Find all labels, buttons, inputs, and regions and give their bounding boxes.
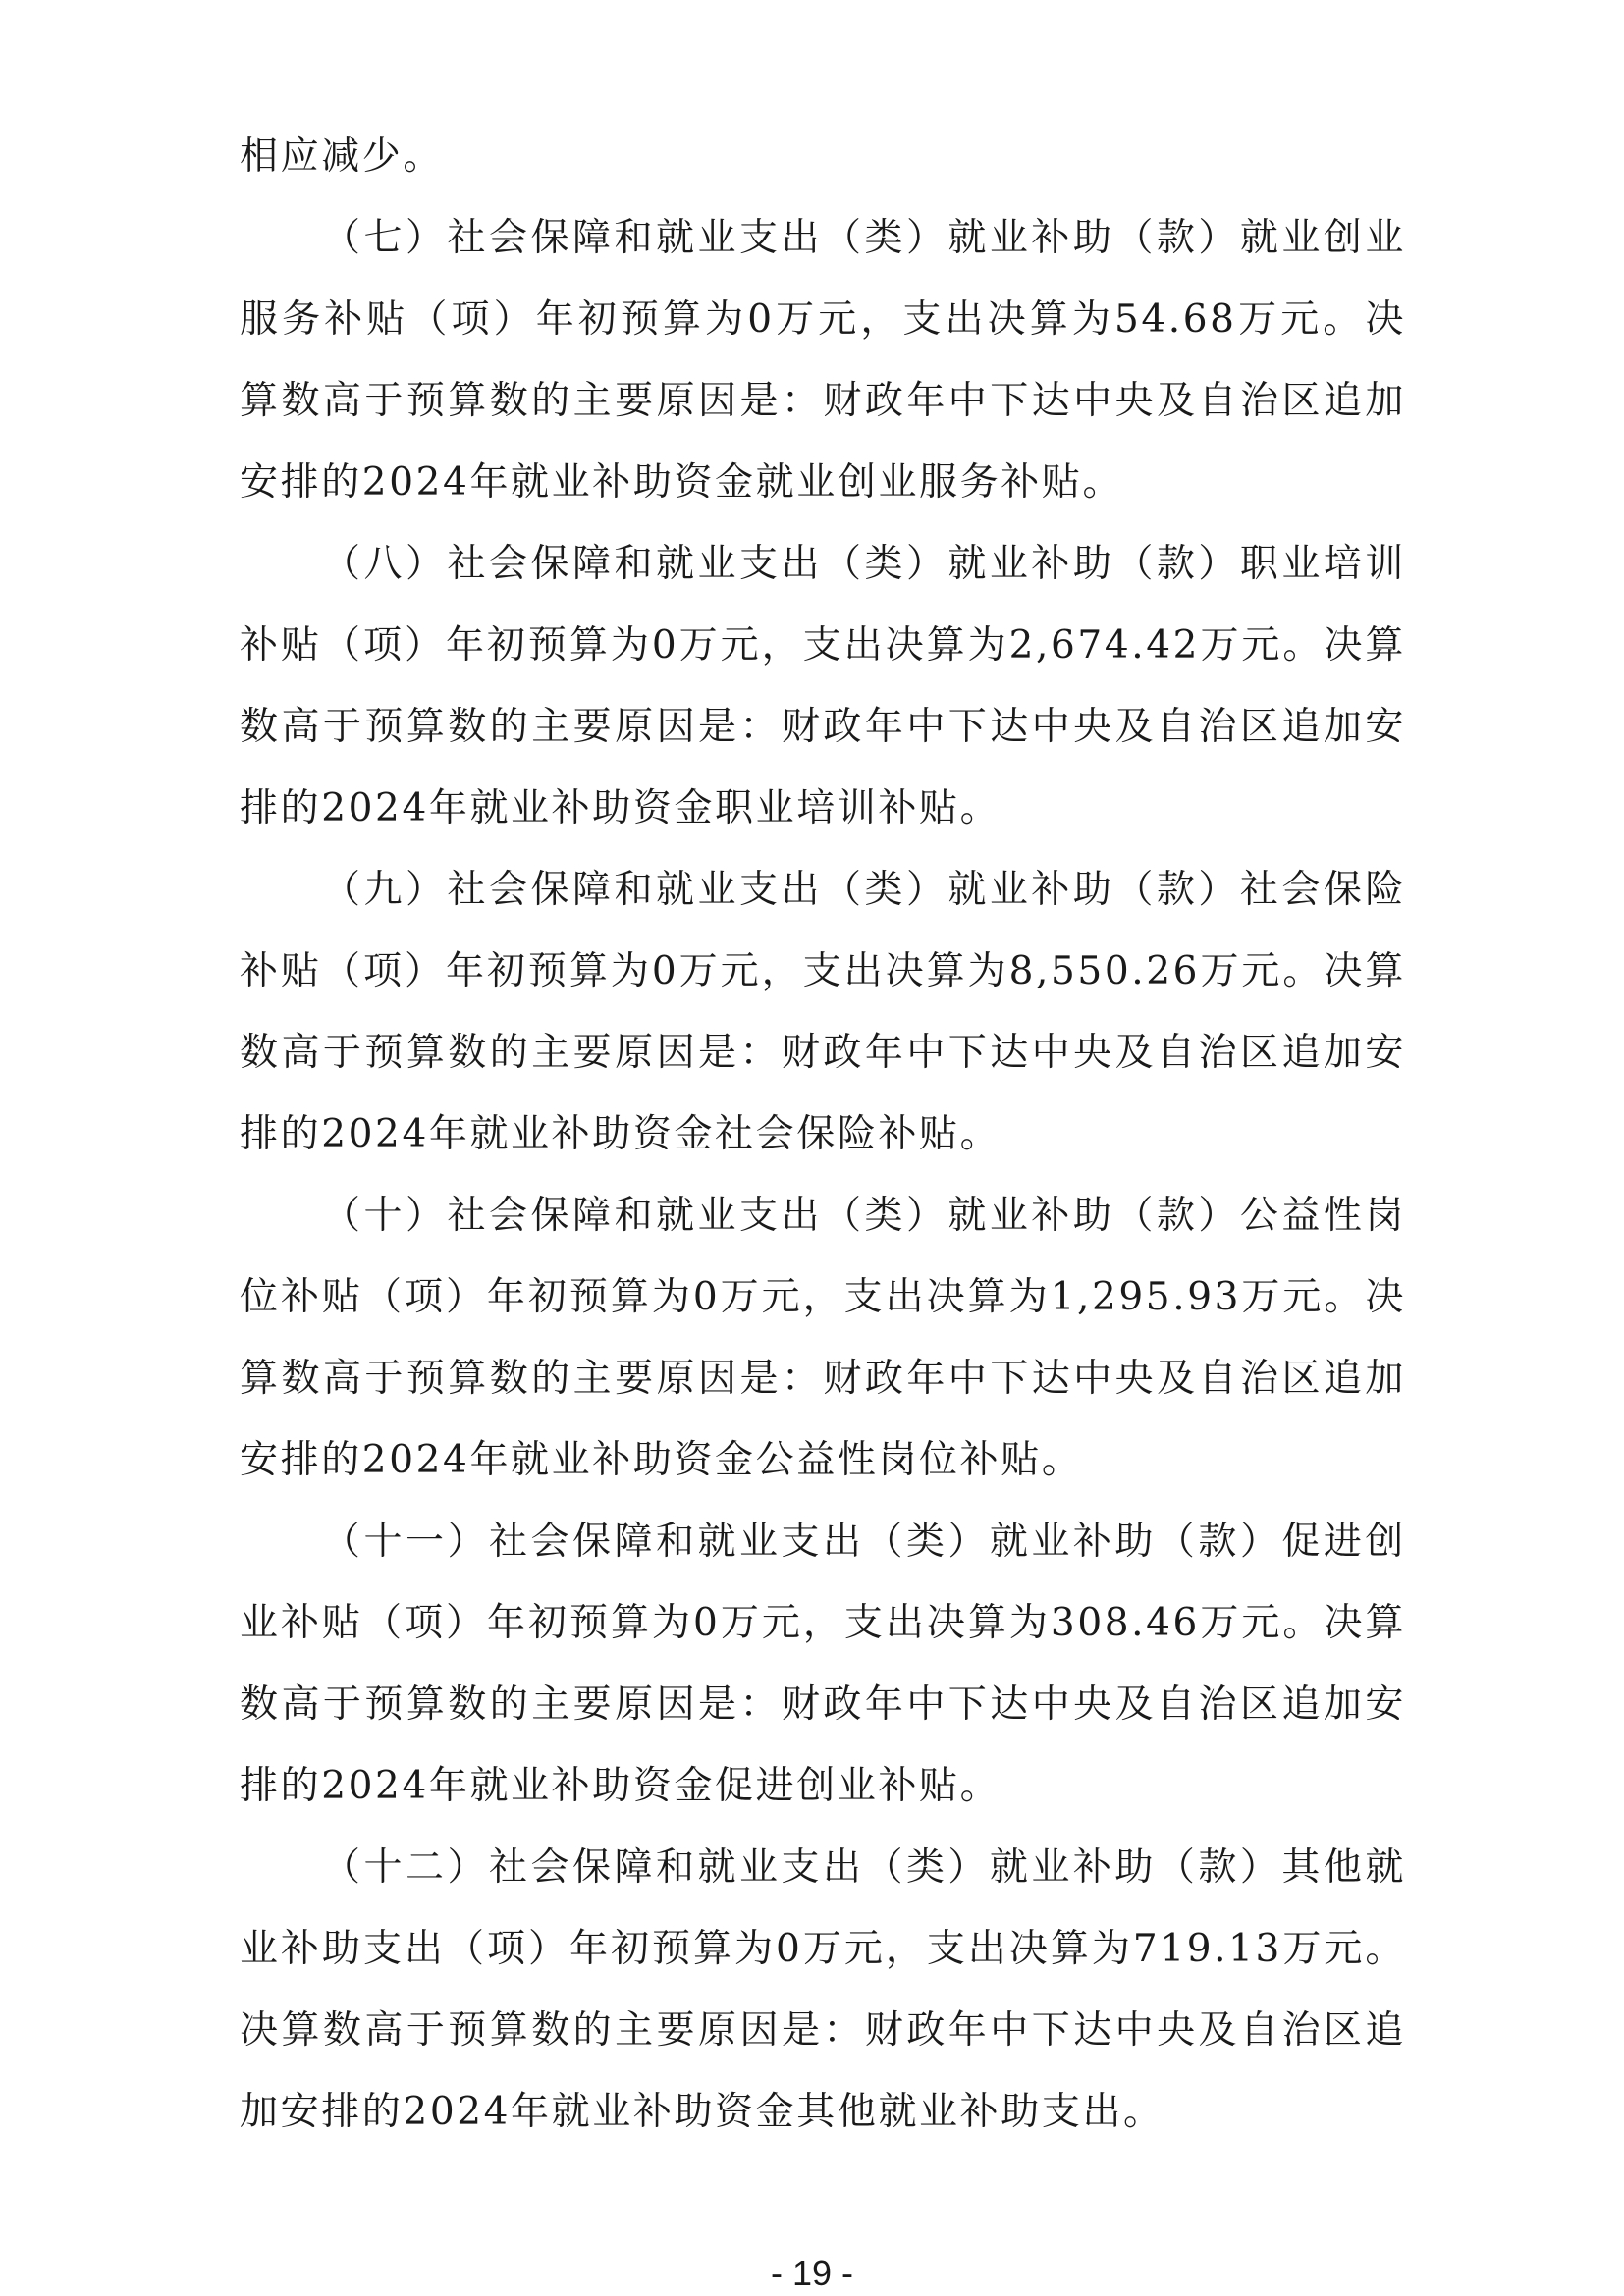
paragraph-item-10: （十）社会保障和就业支出（类）就业补助（款）公益性岗位补贴（项）年初预算为0万元，支出决算为1,295.93万元。决算数高于预算数的主要原因是：财政年中下达中央及自治区追加安排的2024年就业补助资金公益性岗位补贴。 [240, 1194, 1406, 1482]
paragraph-item-12: （十二）社会保障和就业支出（类）就业补助（款）其他就业补助支出（项）年初预算为0万元，支出决算为719.13万元。决算数高于预算数的主要原因是：财政年中下达中央及自治区追加安排的2024年就业补助资金其他就业补助支出。 [240, 1845, 1406, 2134]
paragraph-continuation: 相应减少。 [240, 134, 445, 179]
page-number: - 19 - [770, 2253, 854, 2293]
paragraph-item-7: （七）社会保障和就业支出（类）就业补助（款）就业创业服务补贴（项）年初预算为0万元，支出决算为54.68万元。决算数高于预算数的主要原因是：财政年中下达中央及自治区追加安排的2024年就业补助资金就业创业服务补贴。 [240, 216, 1406, 505]
paragraph-item-8: （八）社会保障和就业支出（类）就业补助（款）职业培训补贴（项）年初预算为0万元，支出决算为2,674.42万元。决算数高于预算数的主要原因是：财政年中下达中央及自治区追加安排的2024年就业补助资金职业培训补贴。 [240, 542, 1406, 830]
paragraph-item-11: （十一）社会保障和就业支出（类）就业补助（款）促进创业补贴（项）年初预算为0万元，支出决算为308.46万元。决算数高于预算数的主要原因是：财政年中下达中央及自治区追加安排的2024年就业补助资金促进创业补贴。 [240, 1520, 1406, 1808]
paragraph-item-9: （九）社会保障和就业支出（类）就业补助（款）社会保险补贴（项）年初预算为0万元，支出决算为8,550.26万元。决算数高于预算数的主要原因是：财政年中下达中央及自治区追加安排的2024年就业补助资金社会保险补贴。 [240, 868, 1406, 1156]
document-body [240, 116, 1406, 2153]
